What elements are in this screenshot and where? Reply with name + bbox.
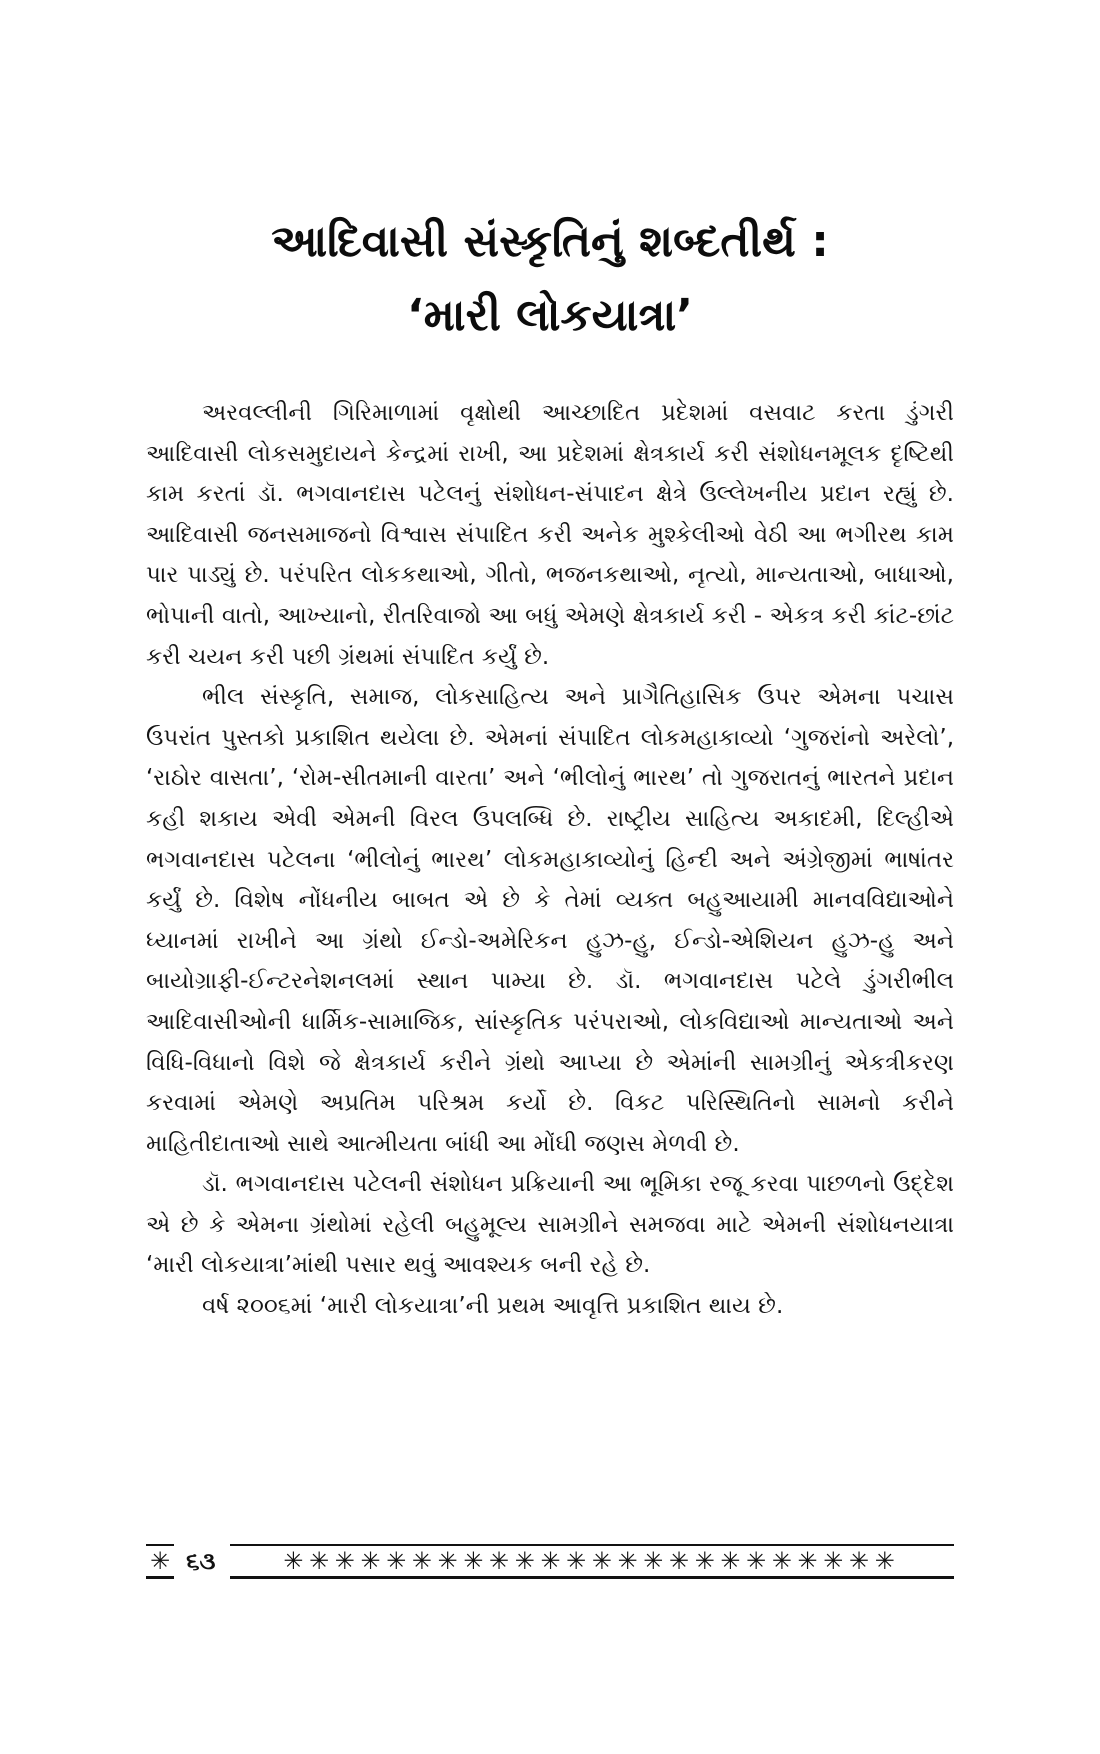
footer-star-icon: ✳ bbox=[146, 1544, 174, 1579]
paragraph-2: ભીલ સંસ્કૃતિ, સમાજ, લોકસાહિત્ય અને પ્રાગૈતિહાસિક ઉપર એમના પચાસ ઉપરાંત પુસ્તકો પ્રકાશિત થયેલા છે. એમનાં સંપાદિત લોકમહાકાવ્યો ‘ગુજરાંનો અરેલો’, ‘રાઠોર વાસતા’, ‘રોમ-સીતમાની વારતા’ અને ‘ભીલોનું ભારથ’ તો ગુજરાતનું ભારતને પ્રદાન કહી શકાય એવી એમની વિરલ ઉપલબ્ધિ છે. રાષ્ટ્રીય સાહિત્ય અકાદમી, દિલ્હીએ ભગવાનદાસ પટેલના ‘ભીલોનું ભારથ’ લોકમહાકાવ્યોનું હિન્દી અને અંગ્રેજીમાં ભાષાંતર કર્યું છે. વિશેષ નોંધનીય બાબત એ છે કે તેમાં વ્યક્ત બહુઆયામી માનવવિદ્યાઓને ધ્યાનમાં રાખીને આ ગ્રંથો ઈન્ડો-અમેરિકન હુઝ-હુ, ઈન્ડો-એશિયન હુઝ-હુ અને બાયોગ્રાફી-ઈન્ટરનેશનલમાં સ્થાન પામ્યા છે. ડૉ. ભગવાનદાસ પટેલે ડુંગરીભીલ આદિવાસીઓની ધાર્મિક-સામાજિક, સાંસ્કૃતિક પરંપરાઓ, લોકવિદ્યાઓ માન્યતાઓ અને વિધિ-વિધાનો વિશે જે ક્ષેત્રકાર્ય કરીને ગ્રંથો આપ્યા છે એમાંની સામગ્રીનું એકત્રીકરણ કરવામાં એમણે અપ્રતિમ પરિશ્રમ કર્યો છે. વિકટ પરિસ્થિતિનો સામનો કરીને માહિતીદાતાઓ સાથે આત્મીયતા બાંધી આ મોંઘી જણસ મેળવી છે. bbox=[146, 684, 954, 1157]
page-footer bbox=[146, 1541, 954, 1581]
footer-star-rule: ✳✳✳✳✳✳✳✳✳✳✳✳✳✳✳✳✳✳✳✳✳✳✳✳ bbox=[230, 1544, 954, 1579]
body-text bbox=[146, 393, 954, 1327]
paragraph-4: વર્ષ ૨૦૦૬માં ‘મારી લોકયાત્રા’ની પ્રથમ આવૃત્તિ પ્રકાશિત થાય છે. bbox=[202, 1293, 784, 1320]
paragraph-1: અરવલ્લીની ગિરિમાળામાં વૃક્ષોથી આચ્છાદિત પ્રદેશમાં વસવાટ કરતા ડુંગરી આદિવાસી લોકસમુદાયને કેન્દ્રમાં રાખી, આ પ્રદેશમાં ક્ષેત્રકાર્ય કરી સંશોધનમૂલક દૃષ્ટિથી કામ કરતાં ડૉ. ભગવાનદાસ પટેલનું સંશોધન-સંપાદન ક્ષેત્રે ઉલ્લેખનીય પ્રદાન રહ્યું છે. આદિવાસી જનસમાજનો વિશ્વાસ સંપાદિત કરી અનેક મુશ્કેલીઓ વેઠી આ ભગીરથ કામ પાર પાડ્યું છે. પરંપરિત લોકકથાઓ, ગીતો, ભજનકથાઓ, નૃત્યો, માન્યતાઓ, બાધાઓ, ભોપાની વાતો, આખ્યાનો, રીતરિવાજો આ બધું એમણે ક્ષેત્રકાર્ય કરી - એકત્ર કરી કાંટ-છાંટ કરી ચયન કરી પછી ગ્રંથમાં સંપાદિત કર્યું છે. bbox=[146, 400, 954, 670]
page-number: ૬૩ bbox=[186, 1547, 216, 1575]
chapter-title-line-2: ‘મારી લોકયાત્રા’ bbox=[407, 290, 693, 341]
chapter-title bbox=[140, 205, 960, 353]
paragraph-3: ડૉ. ભગવાનદાસ પટેલની સંશોધન પ્રક્રિયાની આ ભૂમિકા રજૂ કરવા પાછળનો ઉદ્દેશ એ છે કે એમના ગ્રંથોમાં રહેલી બહુમૂલ્ય સામગ્રીને સમજવા માટે એમની સંશોધનયાત્રા ‘મારી લોકયાત્રા’માંથી પસાર થવું આવશ્યક બની રહે છે. bbox=[146, 1171, 954, 1279]
chapter-title-line-1: આદિવાસી સંસ્કૃતિનું શબ્દતીર્થ : bbox=[271, 216, 829, 267]
